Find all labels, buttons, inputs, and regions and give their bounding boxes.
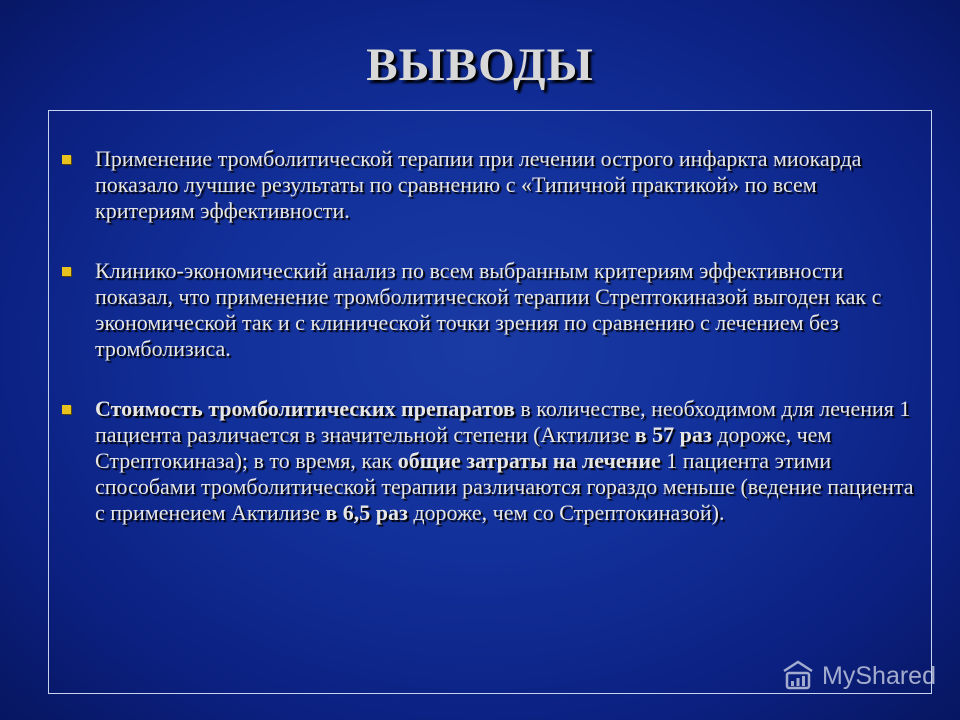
bullet-text-segment: Применение тромболитической терапии при лечении острого инфаркта миокарда показало лучшие результаты по сравнению с «Типичной практикой» по всем критериям эффективности. (95, 146, 862, 223)
bullet-item (58, 396, 918, 526)
bullet-text-segment: 1 пациента этими способами тромболитической терапии различаются гораздо меньше (ведение пациента с применеием Актилизе (95, 448, 914, 525)
bullet-text-bold: общие затраты на лечение (397, 448, 661, 473)
bullet-text-segment: дороже, чем со Стрептокиназой). (407, 500, 725, 525)
bullet-item (58, 258, 918, 362)
bullet-text-bold: в 6,5 раз (325, 500, 408, 525)
bullet-list (58, 146, 918, 560)
bullet-item (58, 146, 918, 224)
bullet-square-icon (62, 267, 71, 276)
slide-title: ВЫВОДЫ (366, 39, 594, 91)
bullet-square-icon (62, 155, 71, 164)
bullet-text-segment: дороже, чем Стрептокиназа); в то время, как (95, 422, 832, 473)
bullet-text (95, 396, 914, 525)
bullet-text-segment: Клинико-экономический анализ по всем выбранным критериям эффективности показал, что применение тромболитической терапии Стрептокиназой выгоден как с экономической так и с клинической точки зрения по сравнению с лечением без тромболизиса. (95, 258, 882, 361)
watermark-text: MyShared (822, 661, 936, 690)
bullet-text-bold: Стоимость тромболитических препаратов (95, 396, 515, 421)
bullet-text (95, 258, 881, 361)
bullet-text (95, 146, 861, 223)
myshared-logo-icon (780, 659, 816, 693)
bullet-square-icon (62, 405, 71, 414)
bullet-text-bold: в 57 раз (634, 422, 712, 447)
bullet-text-segment: в количестве, необходимом для лечения 1 пациента различается в значительной степени (Актилизе (95, 396, 911, 447)
watermark (780, 658, 936, 694)
